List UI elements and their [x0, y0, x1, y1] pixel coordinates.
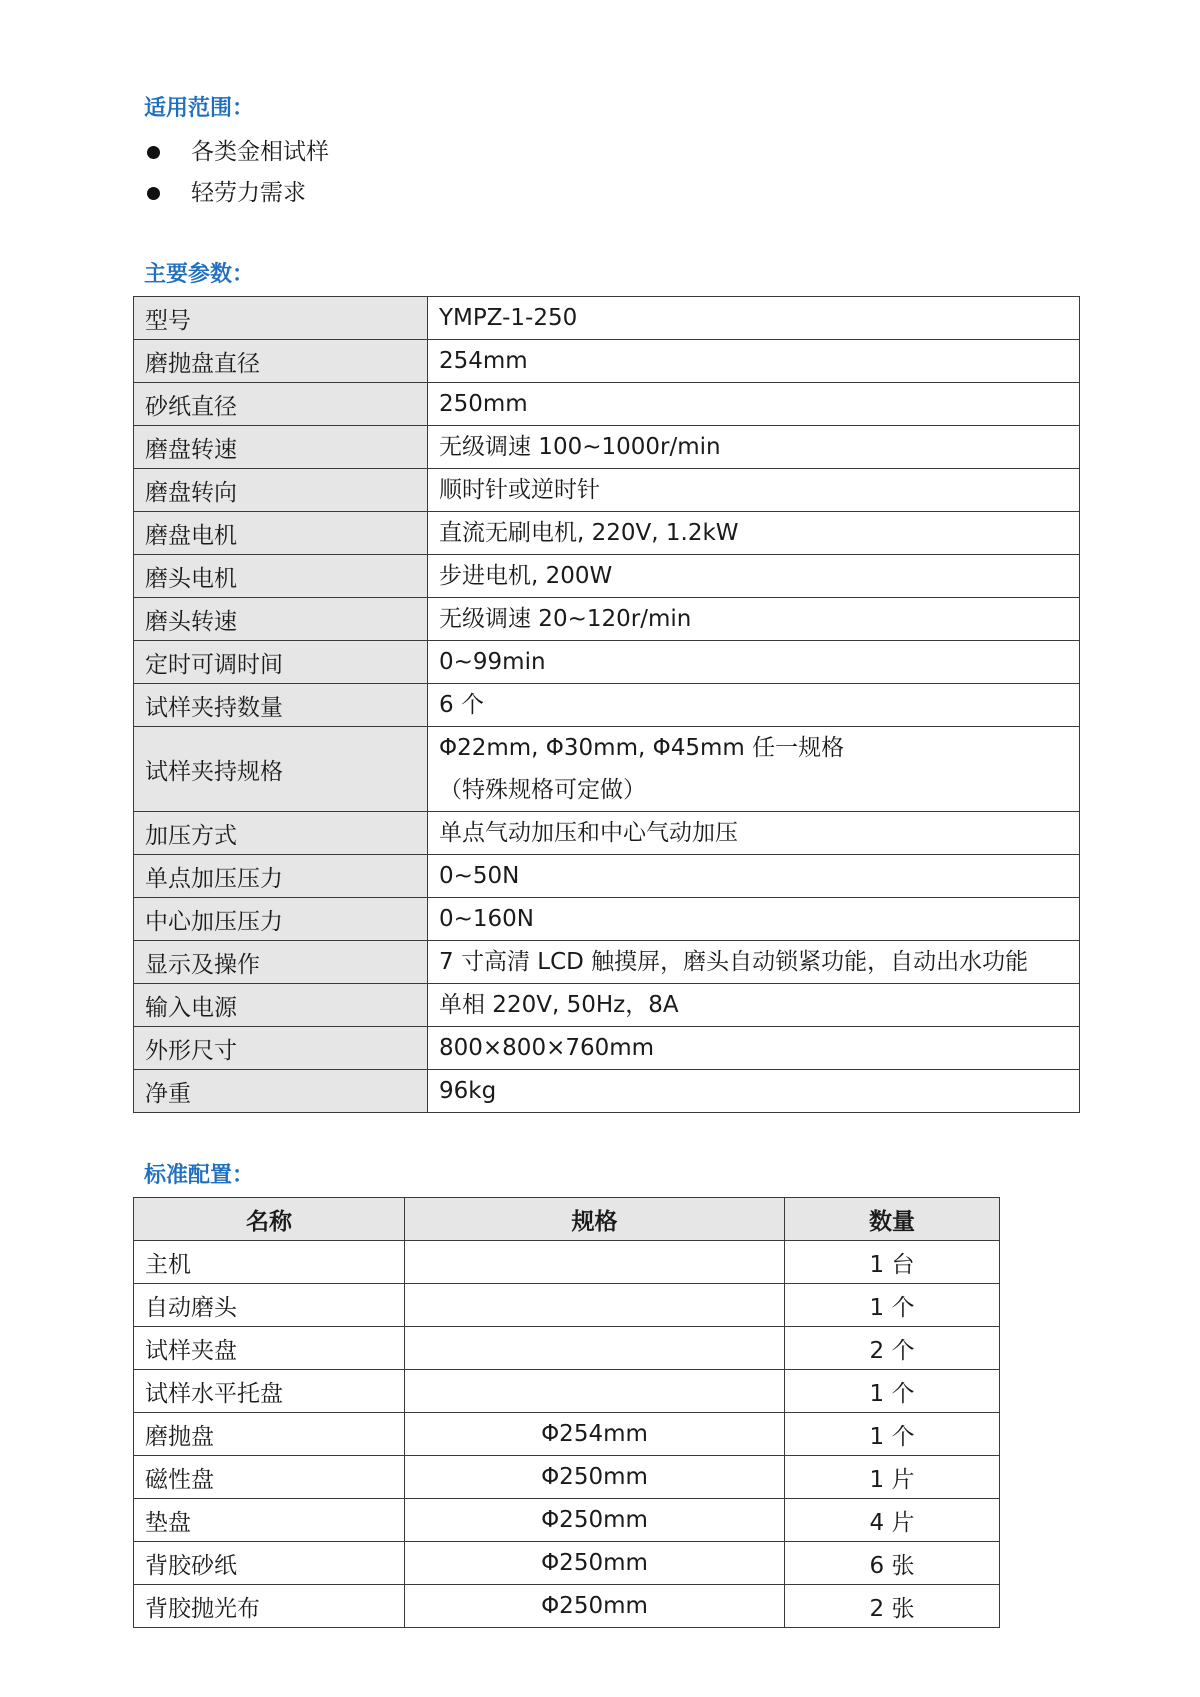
param-value-line: 无级调速 100~1000r/min [439, 434, 721, 460]
param-value [428, 426, 1080, 469]
param-value-line: 6 个 [439, 692, 484, 718]
config-qty-cell: 1 片 [785, 1456, 1000, 1499]
param-value [428, 555, 1080, 598]
param-label: 砂纸直径 [134, 383, 428, 426]
config-row [134, 1284, 1000, 1327]
param-value [428, 1027, 1080, 1070]
config-name-cell: 背胶砂纸 [134, 1542, 405, 1585]
param-value-line: 顺时针或逆时针 [439, 477, 600, 503]
params-row [134, 469, 1080, 512]
params-row [134, 426, 1080, 469]
config-spec-cell: Φ254mm [405, 1413, 785, 1456]
config-spec-cell [405, 1327, 785, 1370]
params-row [134, 941, 1080, 984]
col-header-spec: 规格 [405, 1198, 785, 1241]
param-label: 定时可调时间 [134, 641, 428, 684]
param-value [428, 512, 1080, 555]
param-value-line: 250mm [439, 391, 528, 417]
config-spec-cell: Φ250mm [405, 1542, 785, 1585]
param-label: 磨头转速 [134, 598, 428, 641]
params-row [134, 1027, 1080, 1070]
param-value-line: 254mm [439, 348, 528, 374]
config-qty-cell: 2 张 [785, 1585, 1000, 1628]
config-spec-cell: Φ250mm [405, 1585, 785, 1628]
scope-item-text: 各类金相试样 [191, 139, 329, 165]
config-spec-cell [405, 1241, 785, 1284]
param-value-line: 7 寸高清 LCD 触摸屏，磨头自动锁紧功能，自动出水功能 [439, 949, 1029, 975]
param-label: 试样夹持规格 [134, 727, 428, 812]
config-qty-cell: 1 台 [785, 1241, 1000, 1284]
param-value-line: 96kg [439, 1078, 497, 1104]
param-label: 中心加压压力 [134, 898, 428, 941]
bullet-dot-icon [147, 187, 160, 200]
config-qty-cell: 1 个 [785, 1413, 1000, 1456]
params-heading: 主要参数： [144, 262, 255, 287]
param-label: 外形尺寸 [134, 1027, 428, 1070]
param-label: 磨盘转速 [134, 426, 428, 469]
params-row [134, 855, 1080, 898]
config-header-row [134, 1198, 1000, 1241]
scope-item [144, 132, 329, 173]
param-value-line: 无级调速 20~120r/min [439, 606, 692, 632]
config-spec-cell: Φ250mm [405, 1456, 785, 1499]
param-value [428, 941, 1080, 984]
config-name-cell: 试样水平托盘 [134, 1370, 405, 1413]
param-value [428, 684, 1080, 727]
param-label: 净重 [134, 1070, 428, 1113]
param-value [428, 641, 1080, 684]
param-label: 输入电源 [134, 984, 428, 1027]
param-label: 磨头电机 [134, 555, 428, 598]
param-value-line: 0~160N [439, 906, 535, 932]
config-name-cell: 磨抛盘 [134, 1413, 405, 1456]
params-row [134, 598, 1080, 641]
param-value-line: 单点气动加压和中心气动加压 [439, 820, 738, 846]
bullet-dot-icon [147, 146, 160, 159]
param-value-line: 直流无刷电机, 220V, 1.2kW [439, 520, 739, 546]
config-row [134, 1241, 1000, 1284]
param-value-line: 0~99min [439, 649, 546, 675]
config-heading: 标准配置： [144, 1163, 255, 1188]
config-name-cell: 磁性盘 [134, 1456, 405, 1499]
param-value [428, 598, 1080, 641]
config-qty-cell: 2 个 [785, 1327, 1000, 1370]
params-row [134, 984, 1080, 1027]
config-qty-cell: 1 个 [785, 1284, 1000, 1327]
scope-list [144, 132, 329, 214]
param-value [428, 855, 1080, 898]
config-row [134, 1585, 1000, 1628]
col-header-qty: 数量 [785, 1198, 1000, 1241]
param-value-line: （特殊规格可定做） [439, 777, 646, 803]
config-name-cell: 背胶抛光布 [134, 1585, 405, 1628]
param-value [428, 898, 1080, 941]
param-value-line: 单相 220V, 50Hz，8A [439, 992, 679, 1018]
params-row [134, 512, 1080, 555]
param-value [428, 727, 1080, 812]
params-row [134, 297, 1080, 340]
col-header-name: 名称 [134, 1198, 405, 1241]
params-row [134, 684, 1080, 727]
params-table [133, 296, 1080, 1113]
config-name-cell: 试样夹盘 [134, 1327, 405, 1370]
param-value [428, 984, 1080, 1027]
params-row [134, 555, 1080, 598]
config-spec-cell [405, 1370, 785, 1413]
param-label: 磨抛盘直径 [134, 340, 428, 383]
scope-item [144, 173, 329, 214]
param-value [428, 1070, 1080, 1113]
config-row [134, 1542, 1000, 1585]
param-value-line: 0~50N [439, 863, 520, 889]
param-label: 磨盘电机 [134, 512, 428, 555]
scope-item-text: 轻劳力需求 [191, 180, 306, 206]
scope-heading: 适用范围： [144, 96, 255, 121]
params-row [134, 340, 1080, 383]
param-value-line: YMPZ-1-250 [439, 305, 578, 331]
config-row [134, 1456, 1000, 1499]
config-row [134, 1327, 1000, 1370]
params-row [134, 727, 1080, 812]
config-name-cell: 自动磨头 [134, 1284, 405, 1327]
param-value [428, 297, 1080, 340]
config-qty-cell: 6 张 [785, 1542, 1000, 1585]
params-row [134, 1070, 1080, 1113]
config-row [134, 1413, 1000, 1456]
param-value-line: 800×800×760mm [439, 1035, 655, 1061]
config-qty-cell: 4 片 [785, 1499, 1000, 1542]
param-label: 单点加压压力 [134, 855, 428, 898]
param-value-line: 步进电机, 200W [439, 563, 613, 589]
config-qty-cell: 1 个 [785, 1370, 1000, 1413]
config-table [133, 1197, 1000, 1628]
params-row [134, 812, 1080, 855]
config-name-cell: 主机 [134, 1241, 405, 1284]
params-row [134, 383, 1080, 426]
param-label: 试样夹持数量 [134, 684, 428, 727]
config-name-cell: 垫盘 [134, 1499, 405, 1542]
params-row [134, 898, 1080, 941]
config-row [134, 1499, 1000, 1542]
param-label: 加压方式 [134, 812, 428, 855]
param-value [428, 812, 1080, 855]
param-value [428, 383, 1080, 426]
config-row [134, 1370, 1000, 1413]
config-spec-cell: Φ250mm [405, 1499, 785, 1542]
param-value [428, 340, 1080, 383]
params-row [134, 641, 1080, 684]
param-label: 磨盘转向 [134, 469, 428, 512]
param-value-line: Φ22mm, Φ30mm, Φ45mm 任一规格 [439, 735, 845, 761]
param-value [428, 469, 1080, 512]
config-spec-cell [405, 1284, 785, 1327]
param-label: 显示及操作 [134, 941, 428, 984]
param-label: 型号 [134, 297, 428, 340]
